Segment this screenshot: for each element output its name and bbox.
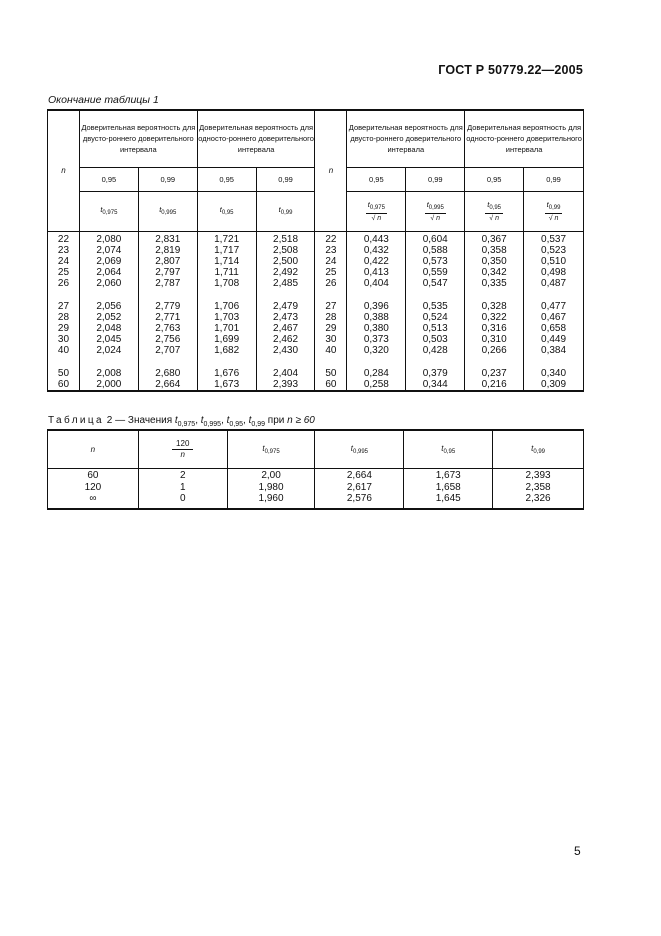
table-cell: 0,379	[422, 367, 448, 379]
table-cell: 2,664	[155, 378, 181, 390]
table-cell: 1,645	[435, 493, 461, 504]
table-cell: 2,707	[155, 345, 181, 357]
table-cell: 1,721	[214, 233, 240, 245]
table-cell: 2,664	[346, 470, 372, 481]
t099-column	[256, 231, 315, 391]
table-cell: 28	[325, 311, 337, 323]
table-cell: 0,428	[422, 345, 448, 357]
table-cell: 0,284	[363, 367, 389, 379]
table-cell: 2,680	[155, 367, 181, 379]
table-cell: 2,069	[96, 255, 122, 267]
table-cell: 1,676	[214, 367, 240, 379]
table-cell: 1,717	[214, 244, 240, 256]
table-cell: 0,384	[541, 345, 567, 357]
table-cell: 29	[57, 322, 70, 334]
group-header-one-sided-left: Доверительная вероятность для односто-роннего доверительного интервала	[197, 110, 315, 167]
t0995-sqrtn-column	[406, 231, 465, 391]
table-cell: 0,658	[541, 322, 567, 334]
table-2	[47, 429, 584, 510]
n-header-right: n	[315, 110, 347, 231]
t0995-column	[315, 469, 404, 509]
group-header-two-sided-right: Доверительная вероятность для двусто-роннего доверительного интервала	[347, 110, 465, 167]
table-cell: 0,559	[422, 267, 448, 279]
table-cell: 2,576	[346, 493, 372, 504]
table-cell: 1,673	[435, 470, 461, 481]
table-cell: 0,467	[541, 311, 567, 323]
table-cell: 2,756	[155, 334, 181, 346]
table-cell: 2,508	[273, 244, 299, 256]
n-header-left: n	[48, 110, 80, 231]
table-cell: 0,547	[422, 278, 448, 290]
table-cell: 60	[57, 378, 70, 390]
table-cell: 0,523	[541, 244, 567, 256]
table-cell: 1,708	[214, 278, 240, 290]
table-cell: 60	[87, 470, 99, 481]
table-cell: 40	[325, 345, 337, 357]
table-cell: 25	[325, 267, 337, 279]
table-cell: 2,763	[155, 322, 181, 334]
table-cell: 2,060	[96, 278, 122, 290]
symbol-fraction-header: $\frac{t_{0,975}}{√ n}$	[347, 191, 406, 231]
table-cell: 0,350	[481, 255, 507, 267]
table1-caption: Окончание таблицы 1	[48, 94, 159, 106]
symbol-header: $t_{0,99}$	[256, 191, 315, 231]
group-header-one-sided-right: Доверительная вероятность для односто-роннего доверительного интервала	[465, 110, 584, 167]
table-cell: 2,462	[273, 334, 299, 346]
table-cell: 0,320	[363, 345, 389, 357]
table-cell: 2,473	[273, 311, 299, 323]
table-cell: 2,500	[273, 255, 299, 267]
page-number: 5	[574, 844, 581, 858]
table-cell: 1,682	[214, 345, 240, 357]
table-cell: 2,771	[155, 311, 181, 323]
table-cell: 25	[57, 267, 70, 279]
table-cell: 0,449	[541, 334, 567, 346]
table-cell: 0,335	[481, 278, 507, 290]
table-cell: 29	[325, 322, 337, 334]
symbol-header: $t_{0,975}$	[79, 191, 138, 231]
table-cell: 0,316	[481, 322, 507, 334]
prob-header: 0,95	[465, 167, 524, 191]
table-cell: 2,045	[96, 334, 122, 346]
table-cell: 2,787	[155, 278, 181, 290]
table-cell: 30	[325, 334, 337, 346]
table-cell: 0,380	[363, 322, 389, 334]
t0975-column	[227, 469, 315, 509]
table-cell: 2,008	[96, 367, 122, 379]
table-cell: 2,048	[96, 322, 122, 334]
table-cell: 2,797	[155, 267, 181, 279]
table-cell: 2	[179, 470, 186, 481]
table-cell: 50	[325, 367, 337, 379]
table-cell: 0,443	[363, 233, 389, 245]
t0975-header: $t_{0,975}$	[227, 430, 315, 469]
table-cell: 1,658	[435, 481, 461, 493]
t099-header: $t_{0,99}$	[493, 430, 584, 469]
table-cell: 0,537	[541, 233, 567, 245]
table-cell: 1,960	[258, 493, 284, 504]
symbol-header: $t_{0,995}$	[138, 191, 197, 231]
table-cell: 2,467	[273, 322, 299, 334]
table-cell: 23	[325, 244, 337, 256]
table-cell: 1,701	[214, 322, 240, 334]
table-cell: 22	[325, 233, 337, 245]
table-cell: 2,518	[273, 233, 299, 245]
table-cell: 2,000	[96, 378, 122, 390]
table-cell: 2,326	[525, 493, 551, 504]
n-column-left	[48, 231, 80, 391]
prob-header: 0,99	[138, 167, 197, 191]
table-cell: 1	[179, 481, 186, 493]
table-cell: 2,430	[273, 345, 299, 357]
table-cell: 22	[57, 233, 70, 245]
table-cell: 0,422	[363, 255, 389, 267]
t095-column	[197, 231, 256, 391]
table-cell: 24	[57, 255, 70, 267]
table-cell: 2,404	[273, 367, 299, 379]
t0995-column	[138, 231, 197, 391]
table-cell: 0,524	[422, 311, 448, 323]
table-cell: 2,024	[96, 345, 122, 357]
t0975-column	[79, 231, 138, 391]
table-cell: 0,216	[481, 378, 507, 390]
fraction-column	[138, 469, 227, 509]
symbol-fraction-header: $\frac{t_{0,99}}{√ n}$	[524, 191, 584, 231]
t099-column	[493, 469, 584, 509]
table-cell: 26	[325, 278, 337, 290]
t095-column	[404, 469, 493, 509]
table-cell: 28	[57, 311, 70, 323]
table-cell: 2,00	[261, 470, 281, 481]
table-cell: 0,588	[422, 244, 448, 256]
table-cell: 0,342	[481, 267, 507, 279]
table-cell: ∞	[89, 493, 97, 504]
table-cell: 2,074	[96, 244, 122, 256]
fraction-header: $\frac{120}{n}$	[138, 430, 227, 469]
table-cell: 2,080	[96, 233, 122, 245]
table-cell: 2,056	[96, 300, 122, 312]
prob-header: 0,99	[256, 167, 315, 191]
table-cell: 0,322	[481, 311, 507, 323]
table-cell: 1,980	[258, 481, 284, 493]
table-cell: 1,711	[214, 267, 239, 279]
table-cell: 1,673	[214, 378, 240, 390]
table-cell: 0,396	[363, 300, 389, 312]
table-cell: 60	[325, 378, 337, 390]
table-cell: 0,432	[363, 244, 389, 256]
table-cell: 2,831	[155, 233, 181, 245]
table-cell: 27	[57, 300, 70, 312]
n-header: n	[48, 430, 139, 469]
table-cell: 2,617	[346, 481, 372, 493]
prob-header: 0,99	[524, 167, 584, 191]
table-cell: 0,487	[541, 278, 567, 290]
table-cell: 0,367	[481, 233, 507, 245]
table-cell: 0,340	[541, 367, 567, 379]
table-cell: 2,064	[96, 267, 122, 279]
table-cell: 0,258	[363, 378, 389, 390]
table-cell: 0,309	[541, 378, 567, 390]
table-cell: 30	[57, 334, 70, 346]
table-1	[47, 109, 584, 392]
table-cell: 0,310	[481, 334, 507, 346]
table-cell: 120	[84, 481, 102, 493]
table-cell: 0,477	[541, 300, 567, 312]
table-cell: 0,388	[363, 311, 389, 323]
t095-sqrtn-column	[465, 231, 524, 391]
table-cell: 1,699	[214, 334, 240, 346]
table-cell: 50	[57, 367, 70, 379]
prob-header: 0,95	[197, 167, 256, 191]
table-cell: 0,358	[481, 244, 507, 256]
t0975-sqrtn-column	[347, 231, 406, 391]
table-cell: 0,573	[422, 255, 448, 267]
table-cell: 0,503	[422, 334, 448, 346]
symbol-fraction-header: $\frac{t_{0,995}}{√ n}$	[406, 191, 465, 231]
document-code: ГОСТ Р 50779.22—2005	[438, 63, 583, 77]
table-cell: 1,703	[214, 311, 240, 323]
table-cell: 0,266	[481, 345, 507, 357]
group-header-two-sided-left: Доверительная вероятность для двусто-роннего доверительного интервала	[79, 110, 197, 167]
table-cell: 1,706	[214, 300, 240, 312]
table-cell: 0	[179, 493, 186, 504]
t095-header: $t_{0,95}$	[404, 430, 493, 469]
table-cell: 2,779	[155, 300, 181, 312]
table2-caption: Таблица 2 — Значения $t_{0,975}$, $t_{0,995}$, $t_{0,95}$, $t_{0,99}$ при n ≥ 60	[48, 415, 315, 428]
table-cell: 0,328	[481, 300, 507, 312]
table-cell: 2,393	[525, 470, 551, 481]
n-column	[48, 469, 139, 509]
table-cell: 23	[57, 244, 70, 256]
table-cell: 2,819	[155, 244, 181, 256]
symbol-fraction-header: $\frac{t_{0,95}}{√ n}$	[465, 191, 524, 231]
table-cell: 2,358	[525, 481, 551, 493]
prob-header: 0,95	[79, 167, 138, 191]
n-column-right	[315, 231, 347, 391]
table-cell: 0,498	[541, 267, 567, 279]
table-cell: 0,413	[363, 267, 389, 279]
table-cell: 2,052	[96, 311, 122, 323]
table-cell: 24	[325, 255, 337, 267]
table-cell: 2,807	[155, 255, 181, 267]
table-cell: 0,604	[422, 233, 448, 245]
table-cell: 2,485	[273, 278, 299, 290]
table-cell: 27	[325, 300, 337, 312]
table-cell: 0,513	[422, 322, 448, 334]
table-cell: 40	[57, 345, 70, 357]
table-cell: 0,344	[422, 378, 448, 390]
t0995-header: $t_{0,995}$	[315, 430, 404, 469]
table-cell: 0,510	[541, 255, 567, 267]
prob-header: 0,99	[406, 167, 465, 191]
table-cell: 26	[57, 278, 70, 290]
table-cell: 1,714	[214, 255, 240, 267]
table-cell: 0,535	[422, 300, 448, 312]
table-cell: 0,373	[363, 334, 389, 346]
t099-sqrtn-column	[524, 231, 584, 391]
table-cell: 0,237	[481, 367, 507, 379]
table-cell: 0,404	[363, 278, 389, 290]
table-cell: 2,479	[273, 300, 299, 312]
table-cell: 2,492	[273, 267, 299, 279]
prob-header: 0,95	[347, 167, 406, 191]
symbol-header: $t_{0,95}$	[197, 191, 256, 231]
table-cell: 2,393	[273, 378, 299, 390]
